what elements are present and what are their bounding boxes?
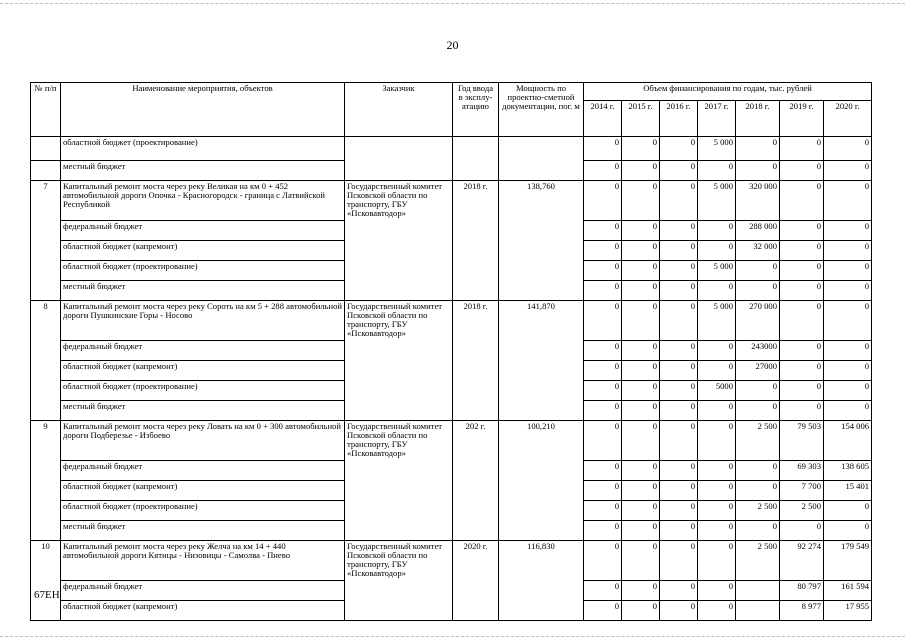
value-cell: 0 bbox=[622, 261, 660, 281]
value-cell: 0 bbox=[622, 281, 660, 301]
value-cell: 0 bbox=[660, 261, 698, 281]
value-cell: 0 bbox=[660, 181, 698, 221]
value-cell: 0 bbox=[824, 281, 872, 301]
year-cell bbox=[453, 137, 499, 181]
budget-label: федеральный бюджет bbox=[61, 341, 345, 361]
capacity-cell: 100,210 bbox=[499, 421, 584, 541]
value-cell: 0 bbox=[780, 381, 824, 401]
value-cell: 8 977 bbox=[780, 601, 824, 621]
year-cell: 202 г. bbox=[453, 421, 499, 541]
year-header: 2018 г. bbox=[736, 101, 780, 137]
year-header: 2014 г. bbox=[584, 101, 622, 137]
project-name: Капитальный ремонт моста через реку Великая на км 0 + 452 автомобильной дороги Опочка - Красногородск - граница с Латвийской Республикой bbox=[61, 181, 345, 221]
value-cell: 0 bbox=[698, 501, 736, 521]
year-cell: 2018 г. bbox=[453, 301, 499, 421]
budget-label: областной бюджет (проектирование) bbox=[61, 381, 345, 401]
no-cell bbox=[31, 161, 61, 181]
value-cell: 0 bbox=[660, 521, 698, 541]
value-cell: 0 bbox=[660, 281, 698, 301]
customer-cell: Государственный комитет Псковской области по транспорту, ГБУ «Псковавтодор» bbox=[345, 181, 453, 301]
value-cell: 0 bbox=[780, 137, 824, 161]
value-cell: 161 594 bbox=[824, 581, 872, 601]
value-cell: 243000 bbox=[736, 341, 780, 361]
year-header: 2020 г. bbox=[824, 101, 872, 137]
value-cell: 0 bbox=[824, 381, 872, 401]
value-cell: 17 955 bbox=[824, 601, 872, 621]
col-financing-header: Объем финансирования по годам, тыс. рублей bbox=[584, 83, 872, 101]
value-cell: 0 bbox=[780, 181, 824, 221]
value-cell: 0 bbox=[780, 521, 824, 541]
value-cell: 0 bbox=[622, 301, 660, 341]
year-header: 2019 г. bbox=[780, 101, 824, 137]
capacity-cell: 141,870 bbox=[499, 301, 584, 421]
value-cell: 0 bbox=[736, 137, 780, 161]
budget-label: областной бюджет (капремонт) bbox=[61, 481, 345, 501]
value-cell: 0 bbox=[622, 601, 660, 621]
value-cell bbox=[736, 601, 780, 621]
table-row bbox=[31, 137, 872, 161]
value-cell: 0 bbox=[698, 161, 736, 181]
value-cell: 0 bbox=[660, 501, 698, 521]
value-cell: 0 bbox=[780, 361, 824, 381]
capacity-cell: 116,830 bbox=[499, 541, 584, 621]
value-cell bbox=[736, 581, 780, 601]
value-cell: 0 bbox=[660, 401, 698, 421]
value-cell: 0 bbox=[622, 421, 660, 461]
value-cell: 0 bbox=[660, 361, 698, 381]
row-number: 7 bbox=[31, 181, 61, 301]
budget-label: областной бюджет (проектирование) bbox=[61, 501, 345, 521]
value-cell: 5 000 bbox=[698, 181, 736, 221]
value-cell: 0 bbox=[584, 281, 622, 301]
value-cell: 0 bbox=[660, 137, 698, 161]
row-number: 10 bbox=[31, 541, 61, 621]
value-cell: 179 549 bbox=[824, 541, 872, 581]
bottom-edge bbox=[0, 636, 905, 637]
value-cell: 0 bbox=[622, 501, 660, 521]
value-cell: 0 bbox=[824, 361, 872, 381]
value-cell: 0 bbox=[736, 161, 780, 181]
value-cell: 0 bbox=[622, 481, 660, 501]
value-cell: 2 500 bbox=[736, 421, 780, 461]
table-body bbox=[31, 137, 872, 621]
value-cell: 5 000 bbox=[698, 261, 736, 281]
budget-label: федеральный бюджет bbox=[61, 581, 345, 601]
value-cell: 0 bbox=[584, 401, 622, 421]
value-cell: 0 bbox=[698, 221, 736, 241]
value-cell: 0 bbox=[584, 421, 622, 461]
year-header: 2016 г. bbox=[660, 101, 698, 137]
value-cell: 0 bbox=[622, 137, 660, 161]
budget-label: местный бюджет bbox=[61, 401, 345, 421]
value-cell: 2 500 bbox=[736, 541, 780, 581]
value-cell: 0 bbox=[584, 601, 622, 621]
col-year-header: Год ввода в эксплу-атацию bbox=[453, 83, 499, 137]
table-row bbox=[31, 181, 872, 221]
value-cell: 0 bbox=[824, 261, 872, 281]
value-cell: 5 000 bbox=[698, 301, 736, 341]
value-cell: 0 bbox=[698, 581, 736, 601]
budget-label: местный бюджет bbox=[61, 281, 345, 301]
value-cell: 5 000 bbox=[698, 137, 736, 161]
value-cell: 0 bbox=[584, 241, 622, 261]
value-cell: 0 bbox=[698, 601, 736, 621]
value-cell: 0 bbox=[660, 581, 698, 601]
value-cell: 0 bbox=[824, 521, 872, 541]
value-cell: 0 bbox=[780, 281, 824, 301]
value-cell: 0 bbox=[660, 301, 698, 341]
budget-label: местный бюджет bbox=[61, 521, 345, 541]
value-cell: 0 bbox=[622, 461, 660, 481]
value-cell: 0 bbox=[736, 521, 780, 541]
table-row bbox=[31, 301, 872, 341]
value-cell: 69 303 bbox=[780, 461, 824, 481]
value-cell: 0 bbox=[660, 601, 698, 621]
value-cell: 79 503 bbox=[780, 421, 824, 461]
no-cell bbox=[31, 137, 61, 161]
budget-label: областной бюджет (капремонт) bbox=[61, 601, 345, 621]
value-cell: 7 700 bbox=[780, 481, 824, 501]
value-cell: 0 bbox=[824, 221, 872, 241]
value-cell: 0 bbox=[736, 401, 780, 421]
value-cell: 15 401 bbox=[824, 481, 872, 501]
value-cell: 0 bbox=[698, 401, 736, 421]
value-cell: 0 bbox=[622, 401, 660, 421]
value-cell: 0 bbox=[698, 241, 736, 261]
customer-cell: Государственный комитет Псковской области по транспорту, ГБУ «Псковавтодор» bbox=[345, 421, 453, 541]
value-cell: 0 bbox=[584, 461, 622, 481]
value-cell: 0 bbox=[622, 221, 660, 241]
value-cell: 0 bbox=[584, 481, 622, 501]
value-cell: 0 bbox=[660, 421, 698, 461]
value-cell: 0 bbox=[584, 181, 622, 221]
value-cell: 0 bbox=[736, 381, 780, 401]
value-cell: 0 bbox=[622, 161, 660, 181]
value-cell: 0 bbox=[584, 221, 622, 241]
budget-label: областной бюджет (капремонт) bbox=[61, 361, 345, 381]
value-cell: 0 bbox=[780, 241, 824, 261]
value-cell: 0 bbox=[584, 341, 622, 361]
value-cell: 0 bbox=[780, 341, 824, 361]
project-name: Капитальный ремонт моста через реку Сороть на км 5 + 288 автомобильной дороги Пушкинские Горы - Носово bbox=[61, 301, 345, 341]
value-cell: 5000 bbox=[698, 381, 736, 401]
financing-table bbox=[30, 82, 872, 621]
budget-label: федеральный бюджет bbox=[61, 221, 345, 241]
row-number: 8 bbox=[31, 301, 61, 421]
value-cell: 0 bbox=[824, 401, 872, 421]
value-cell: 0 bbox=[622, 241, 660, 261]
budget-label: федеральный бюджет bbox=[61, 461, 345, 481]
value-cell: 270 000 bbox=[736, 301, 780, 341]
value-cell: 0 bbox=[660, 221, 698, 241]
value-cell: 2 500 bbox=[736, 501, 780, 521]
value-cell: 0 bbox=[824, 137, 872, 161]
value-cell: 0 bbox=[584, 161, 622, 181]
value-cell: 0 bbox=[780, 401, 824, 421]
row-number: 9 bbox=[31, 421, 61, 541]
value-cell: 27000 bbox=[736, 361, 780, 381]
value-cell: 0 bbox=[584, 381, 622, 401]
value-cell: 0 bbox=[584, 581, 622, 601]
value-cell: 0 bbox=[698, 481, 736, 501]
value-cell: 0 bbox=[660, 481, 698, 501]
value-cell: 0 bbox=[584, 541, 622, 581]
table-header bbox=[31, 83, 872, 137]
value-cell: 320 000 bbox=[736, 181, 780, 221]
value-cell: 0 bbox=[736, 461, 780, 481]
col-name-header: Наименование мероприятия, объектов bbox=[61, 83, 345, 137]
col-customer-header: Заказчик bbox=[345, 83, 453, 137]
value-cell: 0 bbox=[584, 137, 622, 161]
col-no-header: № п/п bbox=[31, 83, 61, 137]
value-cell: 0 bbox=[698, 461, 736, 481]
value-cell: 138 605 bbox=[824, 461, 872, 481]
value-cell: 0 bbox=[698, 421, 736, 461]
value-cell: 0 bbox=[622, 381, 660, 401]
value-cell: 0 bbox=[698, 281, 736, 301]
value-cell: 0 bbox=[660, 381, 698, 401]
value-cell: 288 000 bbox=[736, 221, 780, 241]
capacity-cell bbox=[499, 137, 584, 181]
value-cell: 0 bbox=[824, 301, 872, 341]
value-cell: 80 797 bbox=[780, 581, 824, 601]
value-cell: 0 bbox=[660, 461, 698, 481]
customer-cell: Государственный комитет Псковской области по транспорту, ГБУ «Псковавтодор» bbox=[345, 301, 453, 421]
value-cell: 0 bbox=[780, 221, 824, 241]
value-cell: 0 bbox=[622, 541, 660, 581]
year-cell: 2018 г. bbox=[453, 181, 499, 301]
col-capacity-header: Мощность по проектно-сметной документации, пог. м bbox=[499, 83, 584, 137]
budget-label: местный бюджет bbox=[61, 161, 345, 181]
budget-label: областной бюджет (капремонт) bbox=[61, 241, 345, 261]
value-cell: 0 bbox=[736, 261, 780, 281]
table-row bbox=[31, 421, 872, 461]
value-cell: 0 bbox=[622, 521, 660, 541]
value-cell: 0 bbox=[698, 521, 736, 541]
value-cell: 0 bbox=[660, 241, 698, 261]
year-header: 2017 г. bbox=[698, 101, 736, 137]
value-cell: 0 bbox=[660, 161, 698, 181]
value-cell: 0 bbox=[622, 581, 660, 601]
value-cell: 92 274 bbox=[780, 541, 824, 581]
value-cell: 32 000 bbox=[736, 241, 780, 261]
value-cell: 0 bbox=[584, 301, 622, 341]
value-cell: 0 bbox=[780, 161, 824, 181]
value-cell: 0 bbox=[824, 161, 872, 181]
value-cell: 0 bbox=[660, 341, 698, 361]
value-cell: 0 bbox=[824, 181, 872, 221]
value-cell: 0 bbox=[584, 361, 622, 381]
value-cell: 0 bbox=[780, 301, 824, 341]
value-cell: 0 bbox=[584, 261, 622, 281]
value-cell: 0 bbox=[622, 361, 660, 381]
value-cell: 0 bbox=[736, 481, 780, 501]
value-cell: 0 bbox=[584, 521, 622, 541]
value-cell: 2 500 bbox=[780, 501, 824, 521]
value-cell: 0 bbox=[660, 541, 698, 581]
value-cell: 0 bbox=[780, 261, 824, 281]
value-cell: 0 bbox=[736, 281, 780, 301]
budget-label: областной бюджет (проектирование) bbox=[61, 137, 345, 161]
value-cell: 0 bbox=[698, 541, 736, 581]
value-cell: 0 bbox=[584, 501, 622, 521]
value-cell: 0 bbox=[698, 361, 736, 381]
value-cell: 0 bbox=[698, 341, 736, 361]
value-cell: 0 bbox=[622, 181, 660, 221]
value-cell: 0 bbox=[622, 341, 660, 361]
project-name: Капитальный ремонт моста через реку Желча на км 14 + 440 автомобильной дороги Кятицы - Низовицы - Самолва - Пнево bbox=[61, 541, 345, 581]
capacity-cell: 138,760 bbox=[499, 181, 584, 301]
customer-cell bbox=[345, 137, 453, 181]
top-edge bbox=[0, 3, 905, 4]
customer-cell: Государственный комитет Псковской области по транспорту, ГБУ «Псковавтодор» bbox=[345, 541, 453, 621]
value-cell: 0 bbox=[824, 341, 872, 361]
page-number: 20 bbox=[446, 38, 459, 52]
value-cell: 0 bbox=[824, 501, 872, 521]
footer-code: 67ЕН bbox=[34, 589, 60, 601]
year-cell: 2020 г. bbox=[453, 541, 499, 621]
table-row bbox=[31, 541, 872, 581]
value-cell: 0 bbox=[824, 241, 872, 261]
budget-label: областной бюджет (проектирование) bbox=[61, 261, 345, 281]
value-cell: 154 006 bbox=[824, 421, 872, 461]
project-name: Капитальный ремонт моста через реку Ловать на км 0 + 300 автомобильной дороги Подберезье - Избоево bbox=[61, 421, 345, 461]
year-header: 2015 г. bbox=[622, 101, 660, 137]
